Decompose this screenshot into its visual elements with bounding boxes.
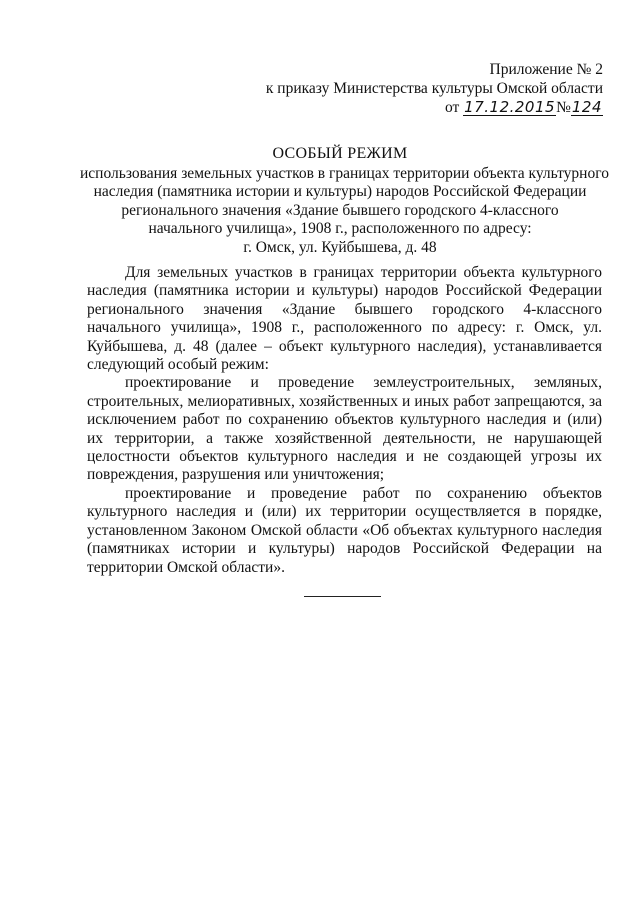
subtitle-line: наследия (памятника истории и культуры) народов Российской Федерации xyxy=(93,183,587,200)
order-date-line xyxy=(223,98,603,117)
appendix-header xyxy=(223,60,603,117)
subtitle-line: начального училища», 1908 г., расположенного по адресу: xyxy=(148,220,532,237)
document-title: ОСОБЫЙ РЕЖИМ xyxy=(272,145,408,162)
appendix-number: Приложение № 2 xyxy=(489,61,603,78)
closing-divider xyxy=(304,596,381,597)
date-prefix: от xyxy=(444,99,460,116)
subtitle-line: использования земельных участков в границах территории объекта культурного xyxy=(80,164,609,182)
order-reference: к приказу Министерства культуры Омской области xyxy=(265,80,603,97)
number-sign: № xyxy=(556,99,571,116)
document-body xyxy=(87,264,602,577)
handwritten-date: 17.12.2015 xyxy=(464,98,556,116)
subtitle-line: г. Омск, ул. Куйбышева, д. 48 xyxy=(243,238,437,256)
subtitle-line: регионального значения «Здание бывшего городского 4-классного xyxy=(121,201,559,219)
body-paragraph: проектирование и проведение землеустроительных, земляных, строительных, мелиоративных, хозяйственных и иных работ запрещаются, за исключением работ по сохранению объектов культурного наследия и (или) их территории, а также хозяйственной деятельности, не нарушающей целостности объектов культурного наследия и не создающей угрозы их повреждения, разрушения или уничтожения; xyxy=(87,374,602,484)
body-paragraph: проектирование и проведение работ по сохранению объектов культурного наследия и (или) их территории осуществляется в порядке, установленном Законом Омской области «Об объектах культурного наследия (памятниках истории и культуры) народов Российской Федерации на территории Омской области». xyxy=(87,484,602,576)
document-title-block xyxy=(80,145,609,257)
handwritten-order-number: 124 xyxy=(571,98,602,116)
body-paragraph: Для земельных участков в границах территории объекта культурного наследия (памятника истории и культуры) народов Российской Федерации регионального значения «Здание бывшего городского 4-классного начального училища», 1908 г., расположенного по адресу: г. Омск, ул. Куйбышева, д. 48 (далее – объект культурного наследия), устанавливается следующий особый режим: xyxy=(87,264,602,374)
